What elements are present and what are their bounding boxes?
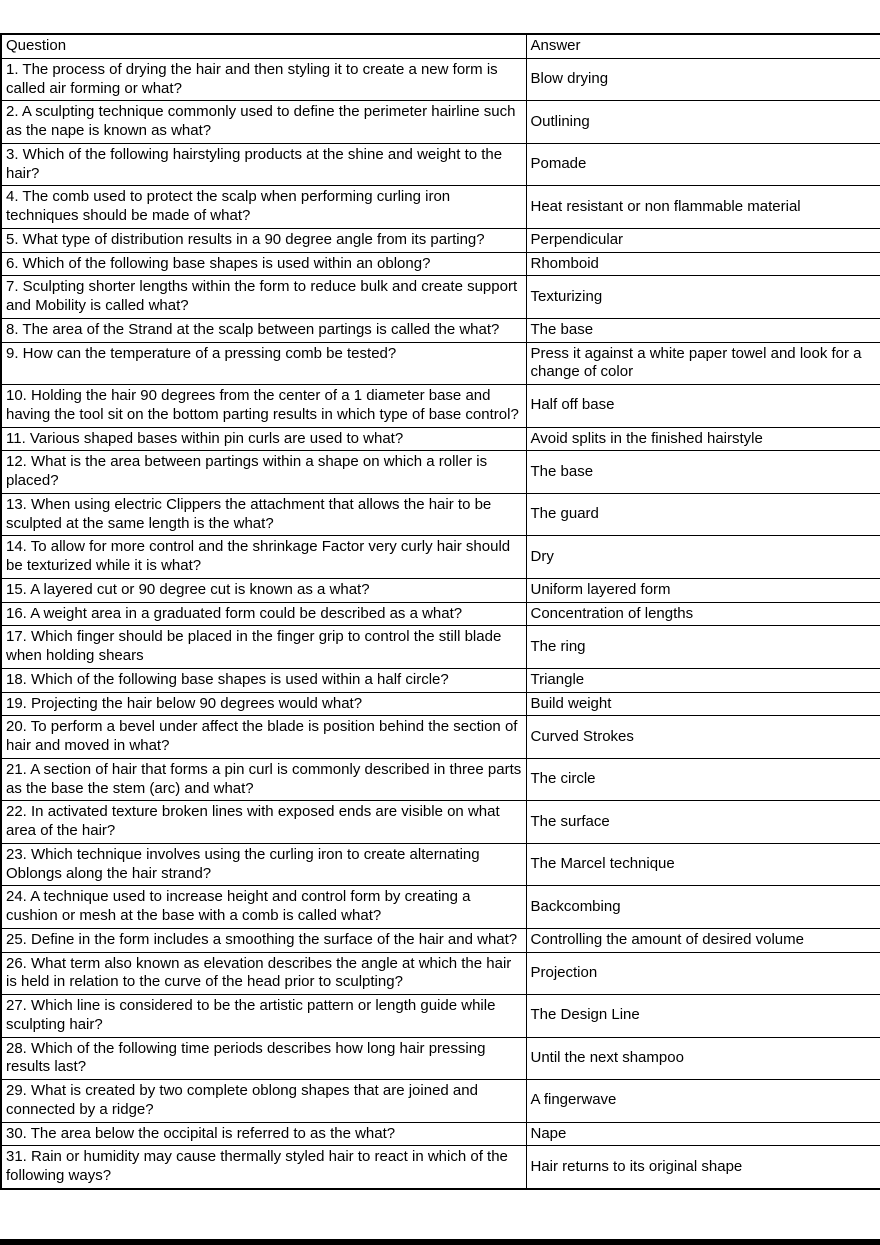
question-cell: 23. Which technique involves using the curling iron to create alternating Oblongs along the hair strand? — [1, 843, 526, 886]
question-cell: 3. Which of the following hairstyling products at the shine and weight to the hair? — [1, 143, 526, 186]
table-row — [1, 886, 880, 929]
question-column-header: Question — [1, 34, 526, 58]
question-cell: 8. The area of the Strand at the scalp between partings is called the what? — [1, 318, 526, 342]
table-row — [1, 843, 880, 886]
answer-cell: Build weight — [526, 692, 880, 716]
question-cell: 30. The area below the occipital is referred to as the what? — [1, 1122, 526, 1146]
answer-cell: Concentration of lengths — [526, 602, 880, 626]
question-cell: 6. Which of the following base shapes is used within an oblong? — [1, 252, 526, 276]
answer-cell: Pomade — [526, 143, 880, 186]
question-cell: 11. Various shaped bases within pin curls are used to what? — [1, 427, 526, 451]
question-cell: 25. Define in the form includes a smoothing the surface of the hair and what? — [1, 928, 526, 952]
answer-cell: Rhomboid — [526, 252, 880, 276]
answer-cell: Heat resistant or non flammable material — [526, 186, 880, 229]
question-cell: 2. A sculpting technique commonly used to define the perimeter hairline such as the nape is known as what? — [1, 101, 526, 144]
question-cell: 10. Holding the hair 90 degrees from the center of a 1 diameter base and having the tool sit on the bottom parting results in which type of base control? — [1, 385, 526, 428]
answer-cell: Triangle — [526, 668, 880, 692]
question-cell: 9. How can the temperature of a pressing comb be tested? — [1, 342, 526, 385]
question-cell: 21. A section of hair that forms a pin curl is commonly described in three parts as the base the stem (arc) and what? — [1, 758, 526, 801]
answer-cell: Texturizing — [526, 276, 880, 319]
table-row — [1, 1080, 880, 1123]
answer-cell: Avoid splits in the finished hairstyle — [526, 427, 880, 451]
answer-cell: The circle — [526, 758, 880, 801]
table-row — [1, 252, 880, 276]
table-row — [1, 58, 880, 101]
answer-cell: Backcombing — [526, 886, 880, 929]
answer-cell: The base — [526, 451, 880, 494]
table-row — [1, 1037, 880, 1080]
answer-cell: The ring — [526, 626, 880, 669]
answer-cell: A fingerwave — [526, 1080, 880, 1123]
question-cell: 5. What type of distribution results in a 90 degree angle from its parting? — [1, 228, 526, 252]
table-bottom-border — [0, 1239, 880, 1245]
answer-column-header: Answer — [526, 34, 880, 58]
answer-cell: Nape — [526, 1122, 880, 1146]
answer-cell: Half off base — [526, 385, 880, 428]
question-cell: 18. Which of the following base shapes is used within a half circle? — [1, 668, 526, 692]
question-cell: 20. To perform a bevel under affect the blade is position behind the section of hair and moved in what? — [1, 716, 526, 759]
question-cell: 12. What is the area between partings within a shape on which a roller is placed? — [1, 451, 526, 494]
answer-cell: Uniform layered form — [526, 578, 880, 602]
answer-cell: The guard — [526, 493, 880, 536]
question-cell: 1. The process of drying the hair and then styling it to create a new form is called air forming or what? — [1, 58, 526, 101]
question-cell: 29. What is created by two complete oblong shapes that are joined and connected by a ridge? — [1, 1080, 526, 1123]
table-row — [1, 186, 880, 229]
table-row — [1, 451, 880, 494]
table-row — [1, 995, 880, 1038]
table-row — [1, 342, 880, 385]
table-row — [1, 668, 880, 692]
question-cell: 17. Which finger should be placed in the finger grip to control the still blade when holding shears — [1, 626, 526, 669]
question-cell: 7. Sculpting shorter lengths within the form to reduce bulk and create support and Mobility is called what? — [1, 276, 526, 319]
table-row — [1, 427, 880, 451]
question-cell: 22. In activated texture broken lines with exposed ends are visible on what area of the hair? — [1, 801, 526, 844]
answer-cell: Blow drying — [526, 58, 880, 101]
table-row — [1, 801, 880, 844]
answer-cell: Curved Strokes — [526, 716, 880, 759]
header-row — [1, 34, 880, 58]
question-cell: 13. When using electric Clippers the attachment that allows the hair to be sculpted at the same length is the what? — [1, 493, 526, 536]
question-cell: 15. A layered cut or 90 degree cut is known as a what? — [1, 578, 526, 602]
question-cell: 24. A technique used to increase height and control form by creating a cushion or mesh at the base with a comb is called what? — [1, 886, 526, 929]
question-cell: 4. The comb used to protect the scalp when performing curling iron techniques should be made of what? — [1, 186, 526, 229]
table-row — [1, 228, 880, 252]
table-row — [1, 101, 880, 144]
table-row — [1, 626, 880, 669]
table-row — [1, 716, 880, 759]
answer-cell: The Marcel technique — [526, 843, 880, 886]
question-cell: 14. To allow for more control and the shrinkage Factor very curly hair should be texturized while it is what? — [1, 536, 526, 579]
answer-cell: Projection — [526, 952, 880, 995]
table-row — [1, 143, 880, 186]
table-row — [1, 758, 880, 801]
table-row — [1, 1122, 880, 1146]
question-cell: 16. A weight area in a graduated form could be described as a what? — [1, 602, 526, 626]
table-row — [1, 385, 880, 428]
table-row — [1, 1146, 880, 1189]
answer-cell: The base — [526, 318, 880, 342]
answer-cell: Dry — [526, 536, 880, 579]
table-row — [1, 276, 880, 319]
answer-cell: Controlling the amount of desired volume — [526, 928, 880, 952]
table-body — [1, 58, 880, 1189]
answer-cell: Until the next shampoo — [526, 1037, 880, 1080]
table-row — [1, 928, 880, 952]
qa-table — [0, 33, 880, 1190]
table-row — [1, 318, 880, 342]
answer-cell: The Design Line — [526, 995, 880, 1038]
question-cell: 28. Which of the following time periods describes how long hair pressing results last? — [1, 1037, 526, 1080]
table-row — [1, 692, 880, 716]
table-row — [1, 578, 880, 602]
question-cell: 31. Rain or humidity may cause thermally styled hair to react in which of the following ways? — [1, 1146, 526, 1189]
question-cell: 26. What term also known as elevation describes the angle at which the hair is held in relation to the curve of the head prior to sculpting? — [1, 952, 526, 995]
table-row — [1, 952, 880, 995]
table-row — [1, 536, 880, 579]
question-cell: 19. Projecting the hair below 90 degrees would what? — [1, 692, 526, 716]
answer-cell: Hair returns to its original shape — [526, 1146, 880, 1189]
table-row — [1, 493, 880, 536]
question-cell: 27. Which line is considered to be the artistic pattern or length guide while sculpting hair? — [1, 995, 526, 1038]
answer-cell: Perpendicular — [526, 228, 880, 252]
answer-cell: Outlining — [526, 101, 880, 144]
answer-cell: The surface — [526, 801, 880, 844]
table-row — [1, 602, 880, 626]
answer-cell: Press it against a white paper towel and look for a change of color — [526, 342, 880, 385]
